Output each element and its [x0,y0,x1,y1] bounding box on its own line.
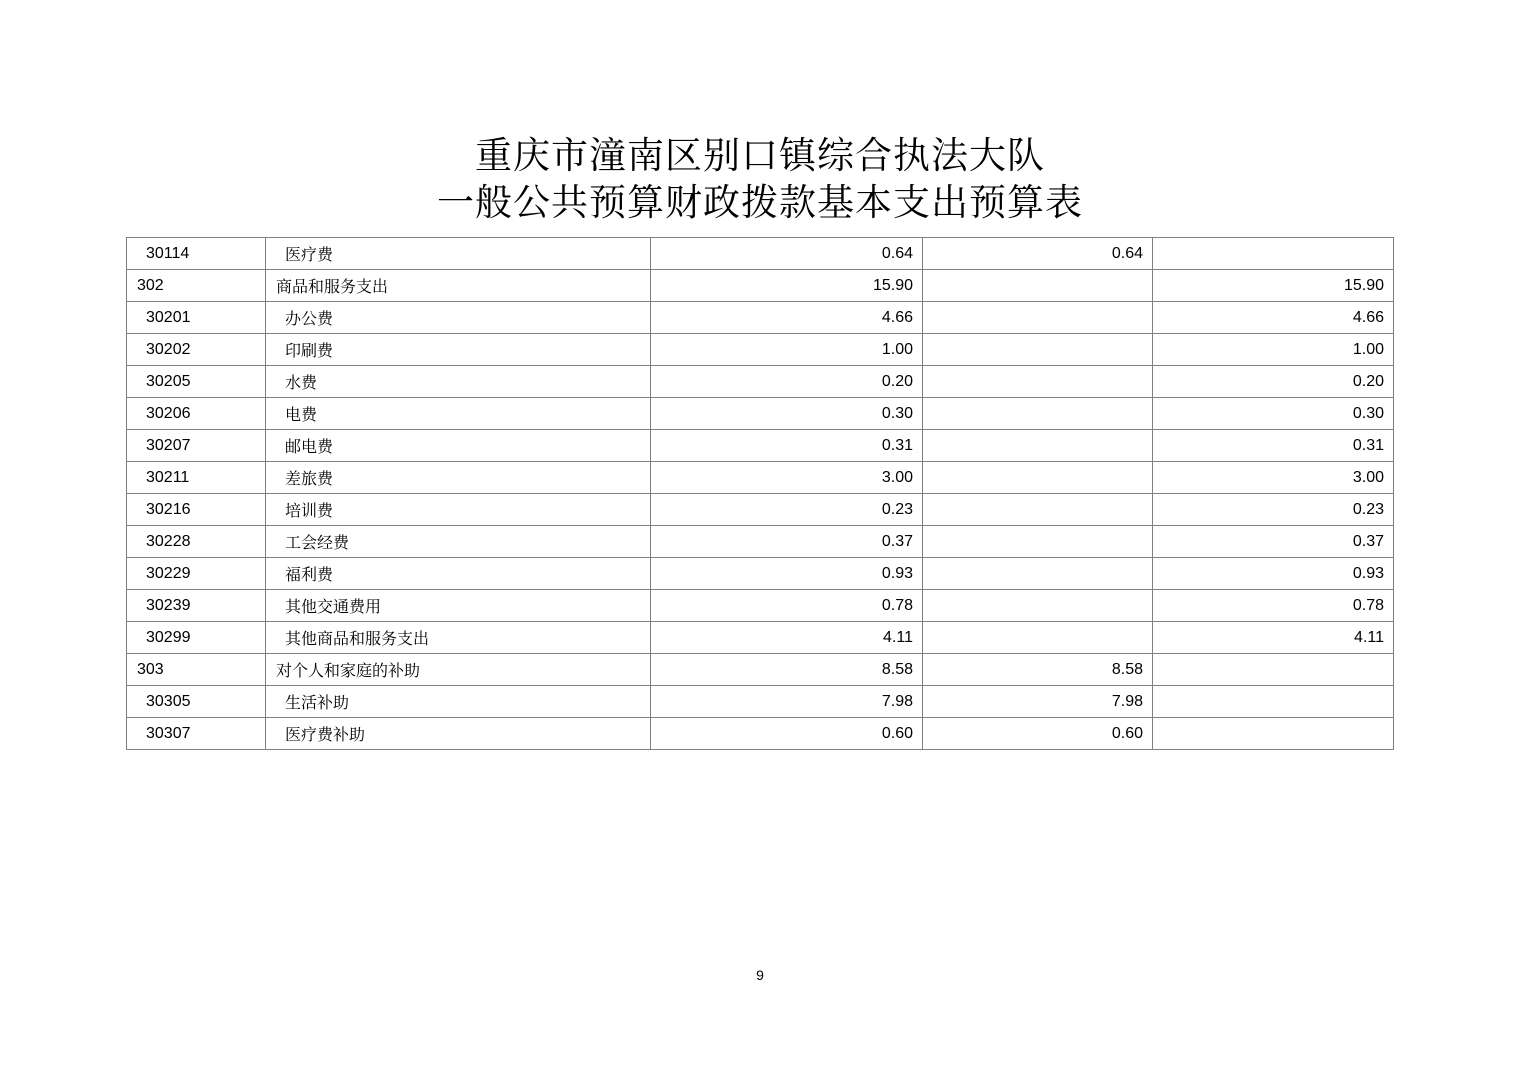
account-code-cell: 302 [127,270,266,302]
account-code-cell: 30239 [127,590,266,622]
personnel-amount-cell [923,590,1153,622]
account-name-cell: 其他商品和服务支出 [266,622,651,654]
personnel-amount-cell [923,334,1153,366]
table-row [127,302,1394,334]
total-amount-cell: 7.98 [651,686,923,718]
account-code-cell: 30201 [127,302,266,334]
account-name-cell: 医疗费 [266,238,651,270]
table-row [127,366,1394,398]
total-amount-cell: 1.00 [651,334,923,366]
public-amount-cell: 4.66 [1153,302,1394,334]
account-name-cell: 工会经费 [266,526,651,558]
account-code-cell: 30211 [127,462,266,494]
page-title-line-2: 一般公共预算财政拨款基本支出预算表 [437,181,1083,224]
table-row [127,526,1394,558]
account-code-cell: 303 [127,654,266,686]
table-row [127,238,1394,270]
account-code-cell: 30207 [127,430,266,462]
account-code-cell: 30229 [127,558,266,590]
account-code-cell: 30299 [127,622,266,654]
account-name-cell: 医疗费补助 [266,718,651,750]
account-code-cell: 30216 [127,494,266,526]
table-row [127,622,1394,654]
personnel-amount-cell [923,494,1153,526]
public-amount-cell: 0.23 [1153,494,1394,526]
account-name-cell: 办公费 [266,302,651,334]
personnel-amount-cell [923,366,1153,398]
total-amount-cell: 0.31 [651,430,923,462]
account-name-cell: 商品和服务支出 [266,270,651,302]
public-amount-cell: 0.30 [1153,398,1394,430]
account-code-cell: 30305 [127,686,266,718]
total-amount-cell: 0.78 [651,590,923,622]
table-row [127,654,1394,686]
table-row [127,686,1394,718]
personnel-amount-cell [923,622,1153,654]
personnel-amount-cell [923,462,1153,494]
public-amount-cell: 0.78 [1153,590,1394,622]
table-row [127,334,1394,366]
total-amount-cell: 3.00 [651,462,923,494]
account-name-cell: 水费 [266,366,651,398]
budget-table-body [127,238,1394,750]
personnel-amount-cell [923,302,1153,334]
personnel-amount-cell [923,430,1153,462]
total-amount-cell: 0.20 [651,366,923,398]
table-row [127,398,1394,430]
table-row [127,462,1394,494]
account-code-cell: 30114 [127,238,266,270]
table-row [127,590,1394,622]
total-amount-cell: 0.30 [651,398,923,430]
public-amount-cell [1153,686,1394,718]
public-amount-cell: 0.93 [1153,558,1394,590]
budget-table [126,237,1394,750]
page-title-line-1: 重庆市潼南区别口镇综合执法大队 [475,134,1045,177]
personnel-amount-cell: 0.64 [923,238,1153,270]
table-row [127,270,1394,302]
public-amount-cell: 0.20 [1153,366,1394,398]
account-name-cell: 差旅费 [266,462,651,494]
personnel-amount-cell [923,270,1153,302]
account-name-cell: 对个人和家庭的补助 [266,654,651,686]
account-code-cell: 30206 [127,398,266,430]
total-amount-cell: 0.64 [651,238,923,270]
page-number: 9 [756,967,764,983]
total-amount-cell: 8.58 [651,654,923,686]
personnel-amount-cell: 7.98 [923,686,1153,718]
account-name-cell: 培训费 [266,494,651,526]
total-amount-cell: 4.66 [651,302,923,334]
public-amount-cell [1153,654,1394,686]
personnel-amount-cell [923,558,1153,590]
total-amount-cell: 0.23 [651,494,923,526]
total-amount-cell: 0.60 [651,718,923,750]
personnel-amount-cell [923,526,1153,558]
account-name-cell: 其他交通费用 [266,590,651,622]
public-amount-cell: 0.37 [1153,526,1394,558]
table-row [127,558,1394,590]
public-amount-cell: 0.31 [1153,430,1394,462]
account-code-cell: 30307 [127,718,266,750]
personnel-amount-cell: 8.58 [923,654,1153,686]
account-code-cell: 30228 [127,526,266,558]
personnel-amount-cell: 0.60 [923,718,1153,750]
account-code-cell: 30205 [127,366,266,398]
account-name-cell: 邮电费 [266,430,651,462]
total-amount-cell: 4.11 [651,622,923,654]
total-amount-cell: 0.37 [651,526,923,558]
account-name-cell: 福利费 [266,558,651,590]
total-amount-cell: 0.93 [651,558,923,590]
table-row [127,430,1394,462]
public-amount-cell [1153,718,1394,750]
personnel-amount-cell [923,398,1153,430]
account-name-cell: 生活补助 [266,686,651,718]
account-code-cell: 30202 [127,334,266,366]
title-block [0,132,1520,226]
table-row [127,494,1394,526]
public-amount-cell: 4.11 [1153,622,1394,654]
public-amount-cell [1153,238,1394,270]
public-amount-cell: 3.00 [1153,462,1394,494]
table-row [127,718,1394,750]
account-name-cell: 印刷费 [266,334,651,366]
public-amount-cell: 1.00 [1153,334,1394,366]
public-amount-cell: 15.90 [1153,270,1394,302]
total-amount-cell: 15.90 [651,270,923,302]
account-name-cell: 电费 [266,398,651,430]
